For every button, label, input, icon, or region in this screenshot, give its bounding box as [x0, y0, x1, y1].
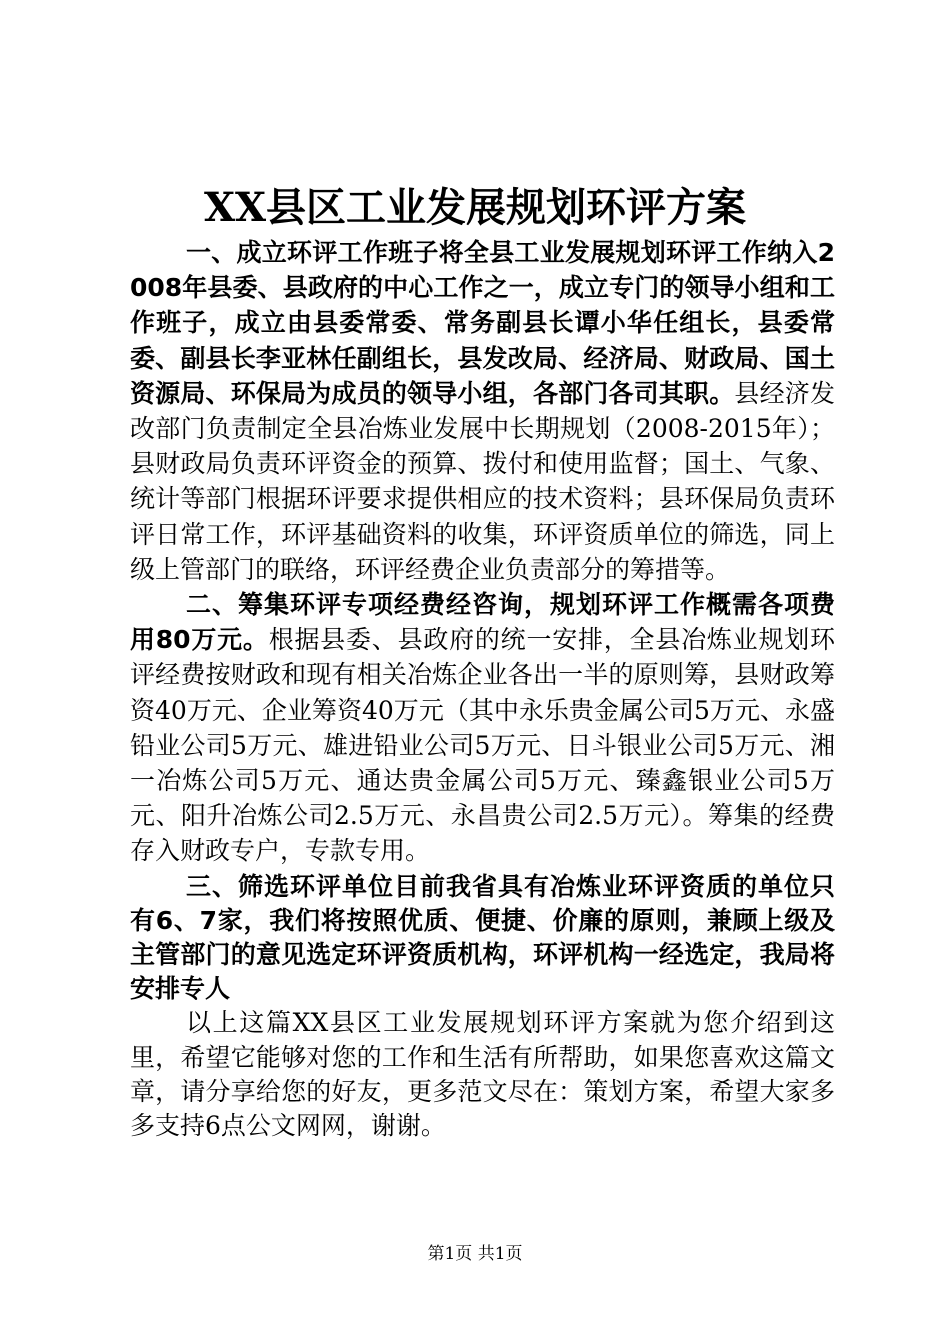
paragraph-3: 三、筛选环评单位目前我省具有冶炼业环评资质的单位只有6、7家，我们将按照优质、便捷、价廉的原则，兼顾上级及主管部门的意见选定环评资质机构，环评机构一经选定，我局将安排专人	[130, 871, 835, 1004]
paragraph-2-lead: 二、筹集环评专项经费经咨询，规划环评工作概需各项费用80万元。	[130, 590, 835, 655]
paragraph-2	[130, 588, 835, 870]
closing-paragraph: 以上这篇XX县区工业发展规划环评方案就为您介绍到这里，希望它能够对您的工作和生活有所帮助，如果您喜欢这篇文章，请分享给您的好友，更多范文尽在：策划方案，希望大家多多支持6点公文网网，谢谢。	[130, 1008, 835, 1141]
paragraph-1-rest: 县经济发改部门负责制定全县冶炼业发展中长期规划（2008-2015年）；县财政局负责环评资金的预算、拨付和使用监督；国土、气象、统计等部门根据环评要求提供相应的技术资料；县环保局负责环评日常工作，环评基础资料的收集，环评资质单位的筛选，同上级上管部门的联络，环评经费企业负责部分的筹措等。	[130, 378, 835, 584]
document-title: XX县区工业发展规划环评方案	[203, 184, 747, 231]
paragraph-1	[130, 236, 835, 588]
paragraph-1-lead: 一、成立环评工作班子将全县工业发展规划环评工作纳入2008年县委、县政府的中心工作之一，成立专门的领导小组和工作班子，成立由县委常委、常务副县长谭小华任组长，县委常委、副县长李亚林任副组长，县发改局、经济局、财政局、国土资源局、环保局为成员的领导小组，各部门各司其职。	[130, 238, 835, 408]
page-footer: 第1页 共1页	[427, 1244, 523, 1264]
paragraph-2-rest: 根据县委、县政府的统一安排，全县冶炼业规划环评经费按财政和现有相关冶炼企业各出一半的原则筹，县财政筹资40万元、企业筹资40万元（其中永乐贵金属公司5万元、永盛铅业公司5万元、雄进铅业公司5万元、日斗银业公司5万元、湘一冶炼公司5万元、通达贵金属公司5万元、臻鑫银业公司5万元、阳升冶炼公司2.5万元、永昌贵公司2.5万元）。筹集的经费存入财政专户，专款专用。	[130, 625, 835, 866]
document-body	[130, 236, 835, 1143]
